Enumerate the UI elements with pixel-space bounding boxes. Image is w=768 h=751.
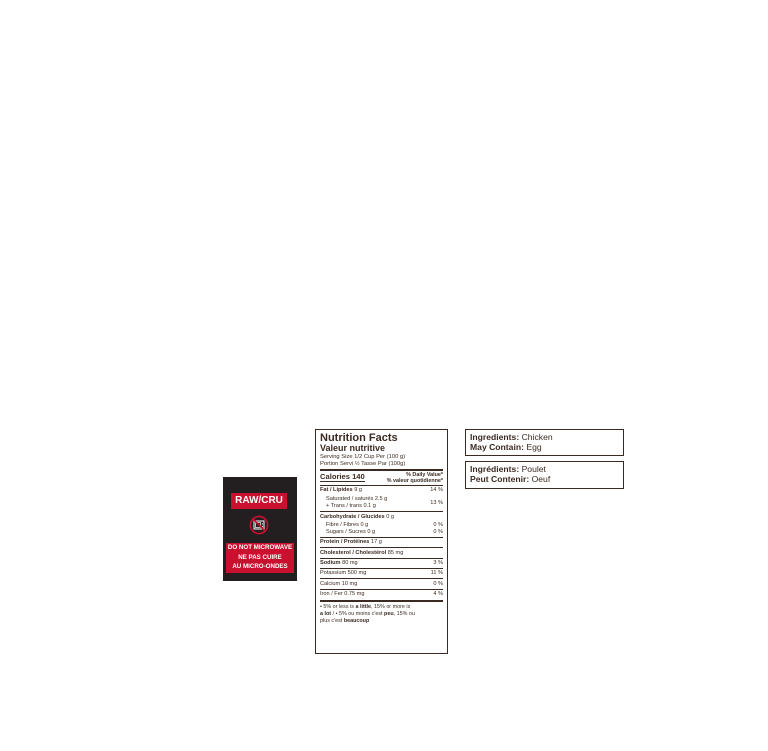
ingredients-value: Chicken <box>519 432 553 442</box>
sugars-row <box>320 529 443 537</box>
foot-text: plus c'est <box>320 618 344 625</box>
nutrition-subtitle: Valeur nutritive <box>320 443 386 453</box>
calcium-label: Calcium 10 mg <box>320 580 358 587</box>
warning-line: AU MICRO-ONDES <box>232 563 288 570</box>
dv-header-fr: % valeur quotidienne* <box>386 478 443 484</box>
cholesterol-amount: 85 mg <box>387 549 404 556</box>
warning-line: NE PAS CUIRE <box>238 553 282 561</box>
foot-text: / • 5% ou moins c'est <box>331 611 385 618</box>
fat-label: Fat / Lipides <box>320 487 353 494</box>
ingredients-fr-box <box>465 461 624 489</box>
serving-size <box>320 454 443 468</box>
carb-row <box>320 512 443 521</box>
fat-amount: 9 g <box>354 487 362 494</box>
carb-label: Carbohydrate / Glucides <box>320 513 385 520</box>
sodium-label: Sodium <box>320 559 341 566</box>
ingredients-en-box <box>465 429 624 456</box>
may-contain-label: May Contain: <box>470 442 524 452</box>
microwave-warning <box>226 543 294 573</box>
serving-line: Portion Servi ½ Tasse Par (100g) <box>320 461 406 467</box>
sugars-dv: 0 % <box>433 528 443 535</box>
may-contain-value: Egg <box>523 442 542 452</box>
sodium-dv: 3 % <box>433 559 443 566</box>
trans-fat: + Trans / trans 0.1 g <box>326 503 376 510</box>
potassium-dv: 11 % <box>430 570 443 577</box>
ingredients-value: Poulet <box>519 464 546 474</box>
saturated-fat: Saturated / saturés 2.5 g <box>326 496 388 503</box>
sat-trans-group <box>320 495 443 511</box>
nutrition-facts-panel <box>315 429 448 654</box>
foot-text: beaucoup <box>343 618 370 625</box>
protein-amount: 17 g <box>371 539 382 546</box>
foot-text: • 5% or less is <box>320 604 356 611</box>
sat-trans-dv: 13 % <box>430 499 443 506</box>
badge-title: RAW/CRU <box>231 493 287 509</box>
no-microwave-icon <box>249 515 269 535</box>
iron-dv: 4 % <box>433 591 443 597</box>
iron-row <box>320 590 443 599</box>
calcium-dv: 0 % <box>433 580 443 587</box>
cholesterol-label: Cholesterol / Cholestérol <box>320 549 387 556</box>
calcium-row <box>320 579 443 588</box>
warning-line: DO NOT MICROWAVE <box>227 544 293 551</box>
fibre-dv: 0 % <box>433 521 443 528</box>
potassium-row <box>320 569 443 578</box>
may-contain-value: Oeuf <box>529 474 551 484</box>
ingredients-label: Ingrédients: <box>470 464 520 474</box>
daily-value-footnote <box>320 602 443 625</box>
protein-row <box>320 538 443 547</box>
nutrition-title: Nutrition Facts <box>320 432 398 444</box>
calories-row <box>320 471 443 485</box>
sugars-label: Sugars / Sucres 0 g <box>326 528 376 535</box>
iron-label: Iron / Fer 0.75 mg <box>320 591 365 597</box>
cholesterol-row <box>320 548 443 557</box>
calories-label: Calories 140 <box>320 472 365 481</box>
may-contain-label: Peut Contenir: <box>470 474 530 484</box>
daily-value-header <box>387 472 443 484</box>
serving-line: Serving Size 1/2 Cup Per (100 g) <box>320 454 406 460</box>
raw-cru-badge <box>223 477 297 581</box>
carb-amount: 0 g <box>386 513 394 520</box>
fat-row <box>320 486 443 495</box>
foot-text: , 15% ou <box>393 611 415 618</box>
fibre-row <box>320 522 443 529</box>
foot-text: a lot <box>320 611 332 618</box>
fibre-label: Fibre / Fibres 0 g <box>326 521 369 528</box>
sodium-row <box>320 559 443 568</box>
potassium-label: Potassium 500 mg <box>320 570 367 577</box>
foot-text: peu <box>384 611 394 618</box>
foot-text: a little <box>355 604 372 611</box>
fat-dv: 14 % <box>430 487 443 494</box>
sodium-amount: 80 mg <box>342 559 358 566</box>
foot-text: , 15% or more is <box>371 604 411 611</box>
protein-label: Protein / Protéines <box>320 539 370 546</box>
dv-header-en: % Daily Value* <box>406 472 443 478</box>
ingredients-label: Ingredients: <box>470 432 520 442</box>
